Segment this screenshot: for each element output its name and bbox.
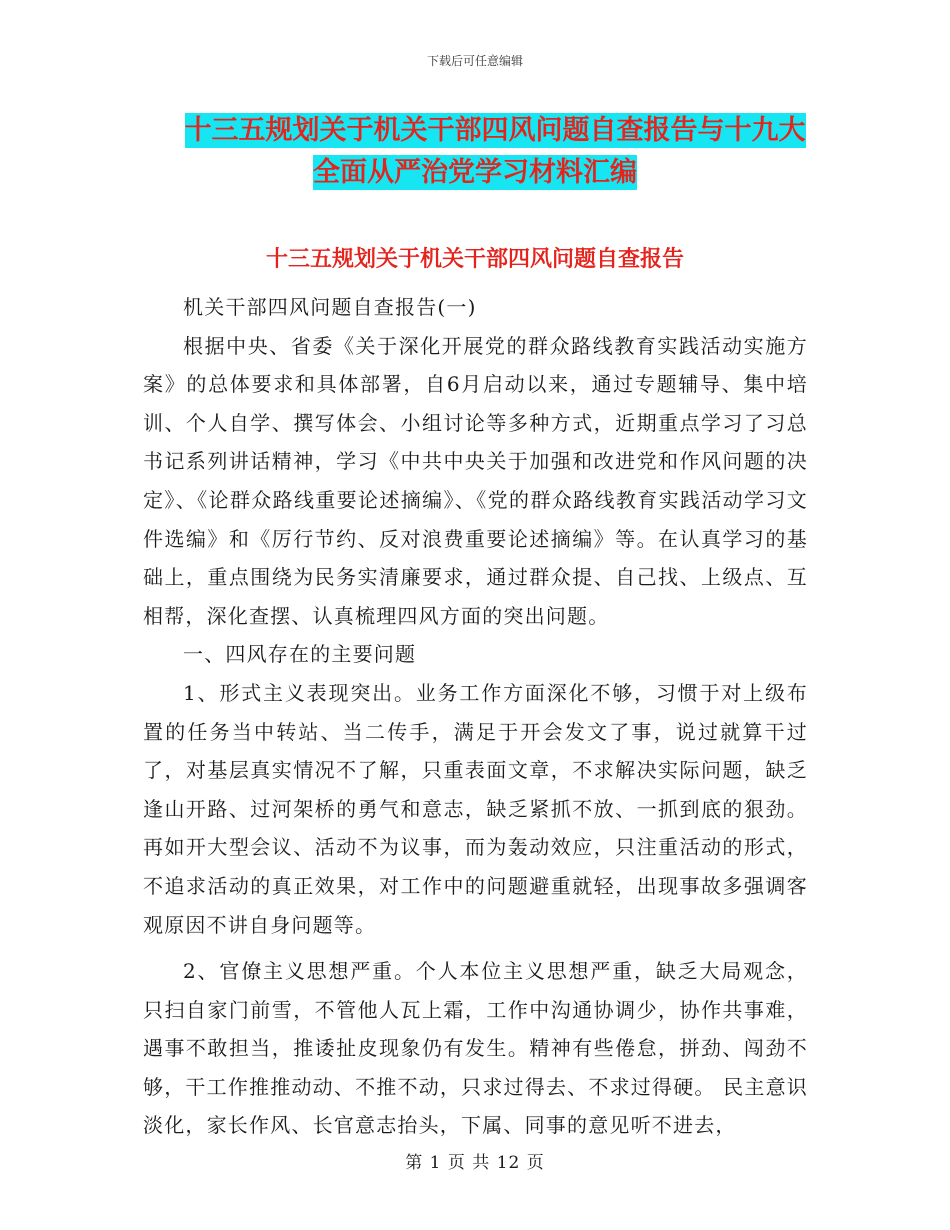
document-title-line-2-text: 全面从严治党学习材料汇编 <box>313 157 637 188</box>
document-title-line-1-text: 十三五规划关于机关干部四风问题自查报告与十九大 <box>184 115 806 146</box>
section-title: 十三五规划关于机关干部四风问题自查报告 <box>265 247 684 272</box>
header-note: 下载后可任意编辑 <box>426 54 523 68</box>
document-body <box>143 288 808 1145</box>
page-number-footer: 第 1 页 共 12 页 <box>405 1153 545 1173</box>
document-title-line-2 <box>0 150 950 196</box>
paragraph-section-heading: 一、四风存在的主要问题 <box>183 642 417 667</box>
document-title-line-1 <box>0 108 950 154</box>
paragraph-bureaucratism: 2、官僚主义思想严重。个人本位主义思想严重，缺乏大局观念，只扫自家门前雪，不管他人瓦上霜，工作中沟通协调少，协作共事难，遇事不敢担当，推诿扯皮现象仍有发生。精神有些倦怠，拼劲、闯劲不够，干工作推推动动、不推不动，只求过得去、不求过得硬。 民主意识淡化，家长作风、长官意志抬头，下属、同事的意见听不进去， <box>143 959 808 1138</box>
paragraph-intro: 根据中央、省委《关于深化开展党的群众路线教育实践活动实施方案》的总体要求和具体部署，自6月启动以来，通过专题辅导、集中培训、个人自学、撰写体会、小组讨论等多种方式，近期重点学习了习总书记系列讲话精神，学习《中共中央关于加强和改进党和作风问题的决定》、《论群众路线重要论述摘编》、《党的群众路线教育实践活动学习文件选编》和《厉行节约、反对浪费重要论述摘编》等。在认真学习的基础上，重点围绕为民务实清廉要求，通过群众提、自己找、上级点、互相帮，深化查摆、认真梳理四风方面的突出问题。 <box>143 333 808 628</box>
paragraph-report-heading: 机关干部四风问题自查报告(一) <box>183 295 477 319</box>
paragraph-formalism: 1、形式主义表现突出。业务工作方面深化不够，习惯于对上级布置的任务当中转站、当二传手，满足于开会发文了事，说过就算干过了，对基层真实情况不了解，只重表面文章，不求解决实际问题，缺乏逢山开路、过河架桥的勇气和意志，缺乏紧抓不放、一抓到底的狠劲。再如开大型会议、活动不为议事，而为轰动效应，只注重活动的形式，不追求活动的真正效果，对工作中的问题避重就轻，出现事故多强调客观原因不讲自身问题等。 <box>143 680 808 937</box>
